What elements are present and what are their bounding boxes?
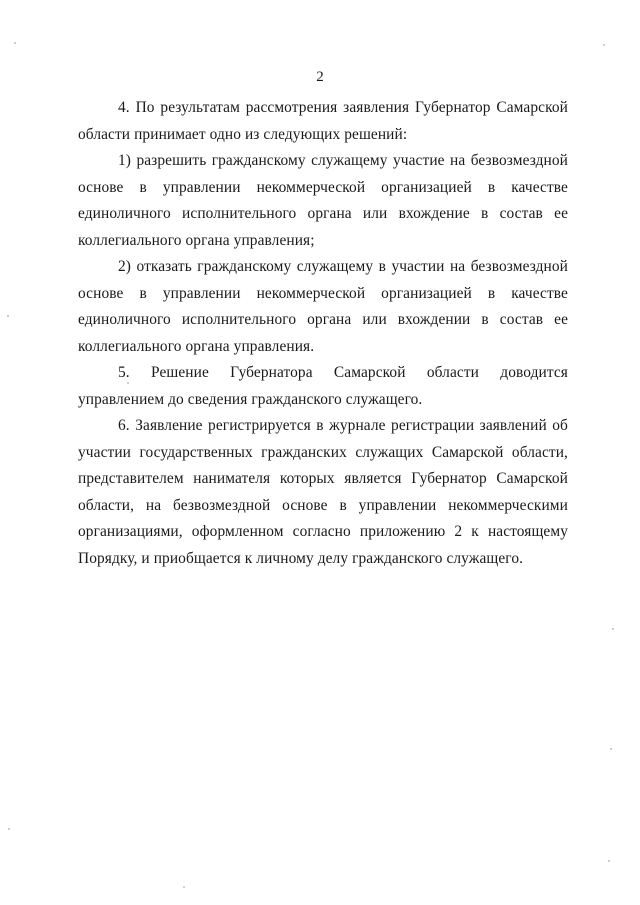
paragraph-item-4: 4. По результатам рассмотрения заявления Губернатор Самарской области принимает одно из следующих решений:	[78, 99, 568, 143]
scan-speck	[8, 828, 10, 830]
scan-speck	[183, 886, 185, 888]
scan-speck	[14, 42, 16, 44]
scan-speck	[127, 382, 129, 384]
scan-speck	[612, 628, 614, 630]
scan-speck	[7, 315, 9, 317]
paragraph-subitem-1: 1) разрешить гражданскому служащему участие на безвозмездной основе в управлении некоммерческой организацией в качестве единоличного исполнительного органа или вхождение в состав ее коллегиального органа управления;	[78, 152, 568, 249]
paragraph-item-6: 6. Заявление регистрируется в журнале регистрации заявлений об участии государственных гражданских служащих Самарской области, представителем нанимателя которых является Губернатор Самарской области, на безвозмездной основе в управлении некоммерческими организациями, оформленном согласно приложению 2 к настоящему Порядку, и приобщается к личному делу гражданского служащего.	[78, 417, 568, 567]
page-number: 2	[316, 69, 324, 85]
paragraph-item-5: 5. Решение Губернатора Самарской области доводится управлением до сведения гражданского служащего.	[78, 364, 568, 408]
document-body	[78, 95, 568, 572]
paragraph-subitem-2: 2) отказать гражданскому служащему в участии на безвозмездной основе в управлении некоммерческой организацией в качестве единоличного исполнительного органа или вхождении в состав ее коллегиального органа управления.	[78, 258, 568, 355]
scan-speck	[603, 44, 605, 46]
scan-speck	[608, 860, 610, 862]
scan-speck	[610, 748, 612, 750]
